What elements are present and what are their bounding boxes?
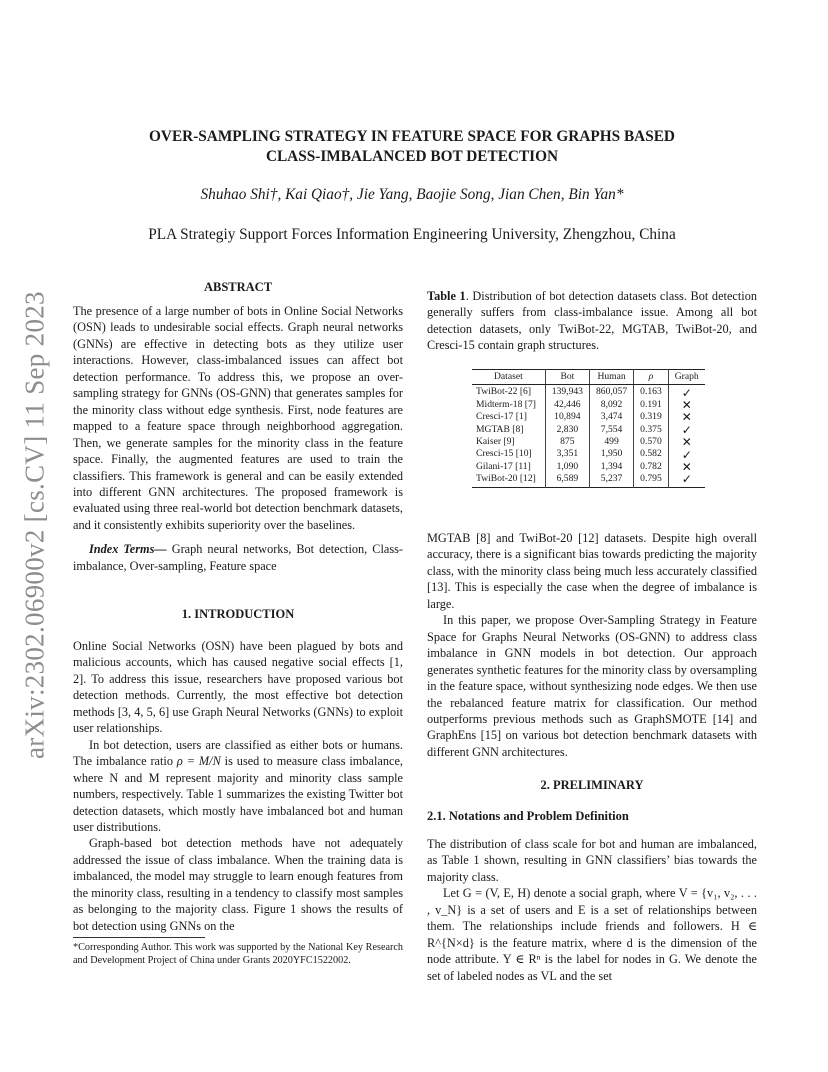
cell-human: 5,237 [589,473,633,487]
abstract-heading: ABSTRACT [203,280,273,294]
author-list: Shuhao Shi†, Kai Qiao†, Jie Yang, Baojie Song, Jian Chen, Bin Yan* [200,186,624,203]
cell-dataset: Cresci-15 [10] [476,448,532,460]
arxiv-identifier: arXiv:2302.06900v2 [cs.CV] 11 Sep 2023 [19,291,50,759]
intro-paragraph-2 [73,737,403,836]
col-rho: ρ [634,370,669,385]
abstract-text: The presence of a large number of bots in Online Social Networks (OSN) leads to undesirable social effects. Graph neural networks (GNNs) are effective in detecting bots as they utilize user interactions. However, class-imbalanced issues can affect bot detection performance. To address this, we propose an over-sampling strategy for GNNs (OS-GNN) that generates samples for the minority class without edge synthesis. First, node features are mapped to a feature space through neighborhood aggregation. Then, we generate samples for the minority class in the feature space. Finally, the augmented features are used to train the classifiers. This framework is general and can be easily extended into different GNN architectures. The proposed framework is evaluated using three real-world bot detection benchmark datasets, and it consistently exhibits superiority over the baselines. [73,304,403,532]
intro-p2-end: is used to measure class imbalance, where N and M represent majority and minority class sample numbers, respectively. Table 1 summarizes the existing Twitter bot detection datasets, which mostly have imbalanced bot and human user distributions. [73,754,403,834]
cell-human: 7,554 [589,424,633,436]
cell-bot: 3,351 [545,448,589,460]
title-line-2: CLASS-IMBALANCED BOT DETECTION [265,148,559,165]
cell-human: 8,092 [589,399,633,411]
right-paragraph-1: MGTAB [8] and TwiBot-20 [12] datasets. Despite high overall accuracy, there is a significant bias towards predicting the majority class, with the minority class being much less accurately classified [13]. This is especially the case when the degree of imbalance is large. [427,531,757,611]
footnote-rule [73,937,205,938]
table-caption-label: Table 1 [427,289,466,303]
cell-dataset: Midterm-18 [7] [476,398,536,410]
cell-graph: ✕ [668,461,704,473]
cell-dataset: MGTAB [8] [476,423,524,435]
right-paragraph-2: In this paper, we propose Over-Sampling Strategy in Feature Space for Graphs Neural Networks (OS-GNN) to address class imbalance in GNN models in bot detection. Our approach generates synthetic features for the minority class by oversampling in the feature space, without synthesizing node edges. We then use the rebalanced feature matrix for classification. Our method outperforms previous methods such as GraphSMOTE [14] and GraphEns [15] on various bot detection benchmark datasets with different GNN architectures. [427,613,757,759]
cell-rho: 0.191 [634,399,669,411]
cell-bot: 6,589 [545,473,589,487]
intro-p2-start: In bot detection, users are classified as either bots or humans. The imbalance ratio [73,737,403,769]
table-caption [427,288,757,354]
footnote: *Corresponding Author. This work was supported by the National Key Research and Development Project of China under Grants 2020YFC1522002. [73,942,403,967]
col-graph: Graph [668,370,704,385]
cell-bot: 1,090 [545,461,589,473]
cell-dataset: Kaiser [9] [476,436,515,448]
table-row [472,385,705,399]
right-paragraph-4: Let G = (V, E, H) denote a social graph, where V = {v₁, v₂, . . . , v_N} is a set of users and E is a set of relationships between them. The relationships include friends and followers. H ∈ R^{N×d} is the feature matrix, where d is the dimension of the node attribute. Y ∈ Rⁿ is the label for nodes in G. We denote the set of labeled nodes as VL and the set [427,886,757,983]
cell-human: 3,474 [589,411,633,423]
imbalance-ratio-formula: ρ = M/N [176,754,221,769]
intro-paragraph-1: Online Social Networks (OSN) have been plagued by bots and malicious accounts, which has caused negative social effects [1, 2]. To address this issue, researchers have proposed various bot detection methods. Currently, the most effective bot detection methods [3, 4, 5, 6] use Graph Neural Networks (GNNs) to exploit user relationships. [73,639,403,736]
table-row [472,411,705,423]
index-terms-label: Index Terms— [89,542,167,557]
cell-bot: 2,830 [545,424,589,436]
paper-title [110,127,714,167]
cell-rho: 0.782 [634,461,669,473]
cell-human: 1,394 [589,461,633,473]
cell-rho: 0.795 [634,473,669,487]
dataset-table [472,369,705,488]
cell-bot: 10,894 [545,411,589,423]
notations-subheading: 2.1. Notations and Problem Definition [427,809,629,823]
introduction-body [73,638,403,934]
table-header-row [472,370,705,385]
cell-rho: 0.319 [634,411,669,423]
cell-bot: 139,943 [545,385,589,399]
affiliation: PLA Strategiy Support Forces Information Engineering University, Zhengzhou, China [148,226,676,243]
cell-human: 1,950 [589,448,633,460]
table-caption-text: . Distribution of bot detection datasets class. Bot detection generally suffers from class-imbalance issue. Among all bot detection datasets, only TwiBot-22, MGTAB, TwiBot-20, and Cresci-15 contain graph structures. [427,289,757,353]
table-row [472,436,705,448]
cell-rho: 0.570 [634,436,669,448]
cell-rho: 0.375 [634,424,669,436]
cell-human: 499 [589,436,633,448]
table-row [472,448,705,460]
table-row [472,473,705,487]
col-bot: Bot [545,370,589,385]
cell-bot: 875 [545,436,589,448]
cell-graph: ✕ [668,399,704,411]
cell-human: 860,057 [589,385,633,399]
index-terms [73,541,403,574]
preliminary-heading: 2. PRELIMINARY [540,778,644,792]
abstract-body [73,303,403,574]
col-human: Human [589,370,633,385]
cell-graph: ✓ [668,385,704,399]
cell-dataset: Cresci-17 [1] [476,411,527,423]
cell-rho: 0.582 [634,448,669,460]
cell-graph: ✓ [668,448,704,460]
cell-graph: ✓ [668,473,704,487]
cell-graph: ✕ [668,411,704,423]
intro-paragraph-3: Graph-based bot detection methods have not adequately addressed the issue of class imbalance. When the training data is imbalanced, the model may struggle to learn enough features from the minority class, resulting in a tendency to classify most samples as belonging to the majority class. Figure 1 shows the results of bot detection using GNNs on the [73,836,403,933]
cell-dataset: Gilani-17 [11] [476,460,531,472]
cell-bot: 42,446 [545,399,589,411]
cell-dataset: TwiBot-22 [6] [476,386,532,398]
table-row [472,424,705,436]
title-line-1: OVER-SAMPLING STRATEGY IN FEATURE SPACE FOR GRAPHS BASED [149,128,675,145]
cell-rho: 0.163 [634,385,669,399]
right-paragraph-3: The distribution of class scale for bot and human are imbalanced, as Table 1 shown, resulting in GNN classifiers’ bias towards the majority class. [427,837,757,884]
cell-dataset: TwiBot-20 [12] [476,473,536,485]
right-body-1 [427,530,757,760]
table-row [472,399,705,411]
right-body-2 [427,836,757,984]
introduction-heading: 1. INTRODUCTION [181,607,295,621]
index-terms-list: Graph neural networks, Bot detection, Class-imbalance, Over-sampling, Feature space [73,542,403,573]
col-dataset: Dataset [472,370,545,385]
cell-graph: ✕ [668,436,704,448]
table-row [472,461,705,473]
cell-graph: ✓ [668,424,704,436]
